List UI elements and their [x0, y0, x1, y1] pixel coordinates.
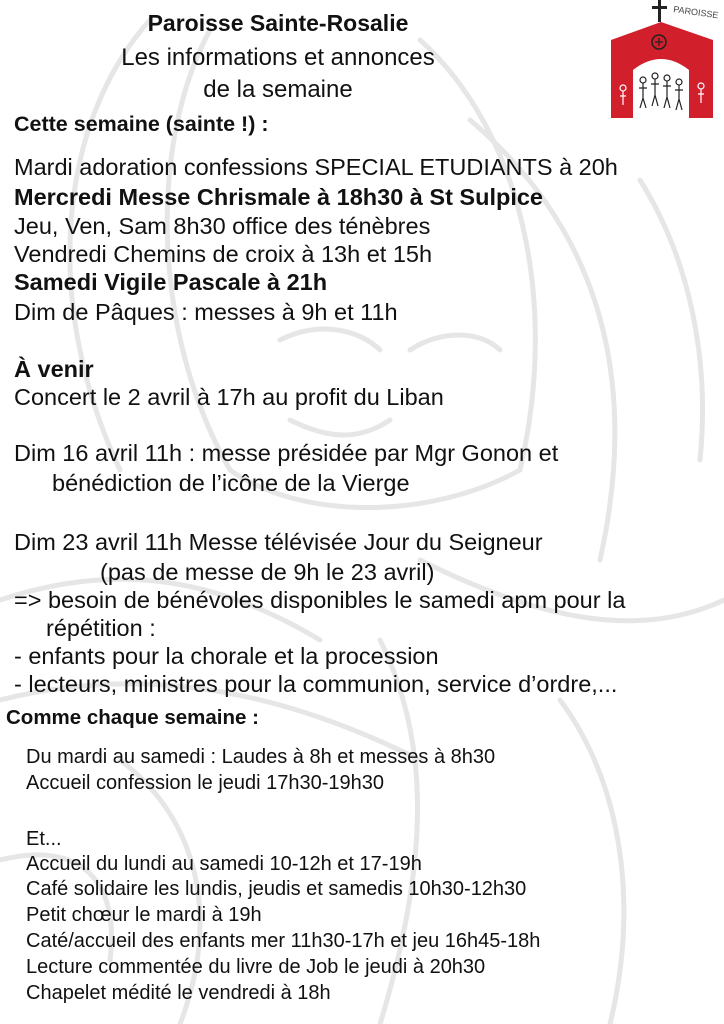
every-week-item: Café solidaire les lundis, jeudis et samedis 10h30-12h30	[26, 878, 527, 900]
this-week-item: Mercredi Messe Chrismale à 18h30 à St Sulpice	[14, 184, 544, 210]
page-subtitle-line2: de la semaine	[203, 76, 353, 103]
upcoming-item: - enfants pour la chorale et la procession	[14, 643, 439, 669]
every-week-heading: Comme chaque semaine :	[6, 706, 259, 729]
upcoming-item-continued: répétition :	[46, 615, 156, 641]
this-week-item: Dim de Pâques : messes à 9h et 11h	[14, 299, 398, 325]
every-week-item: Lecture commentée du livre de Job le jeudi à 20h30	[26, 956, 486, 978]
this-week-item: Jeu, Ven, Sam 8h30 office des ténèbres	[14, 213, 431, 239]
upcoming-item: - lecteurs, ministres pour la communion, service d’ordre,...	[14, 671, 618, 697]
upcoming-item: => besoin de bénévoles disponibles le samedi apm pour la	[14, 587, 626, 613]
every-week-item: Accueil confession le jeudi 17h30-19h30	[26, 772, 385, 794]
this-week-heading: Cette semaine (sainte !) :	[14, 112, 269, 136]
page-subtitle-line1: Les informations et annonces	[121, 44, 435, 71]
this-week-item: Mardi adoration confessions SPECIAL ETUDIANTS à 20h	[14, 154, 618, 180]
upcoming-item: Concert le 2 avril à 17h au profit du Liban	[14, 384, 444, 410]
every-week-item: Du mardi au samedi : Laudes à 8h et messes à 8h30	[26, 746, 496, 768]
upcoming-item-continued: bénédiction de l’icône de la Vierge	[52, 470, 410, 496]
this-week-item: Vendredi Chemins de croix à 13h et 15h	[14, 241, 433, 267]
every-week-item: Caté/accueil des enfants mer 11h30-17h et jeu 16h45-18h	[26, 930, 541, 952]
every-week-item: Petit chœur le mardi à 19h	[26, 904, 262, 926]
every-week-et: Et...	[26, 828, 62, 850]
page-title: Paroisse Sainte-Rosalie	[147, 10, 409, 36]
every-week-item: Accueil du lundi au samedi 10-12h et 17-19h	[26, 853, 422, 875]
logo-text: PAROISSE	[672, 4, 720, 21]
upcoming-heading: À venir	[14, 356, 94, 382]
upcoming-item-continued: (pas de messe de 9h le 23 avril)	[100, 559, 435, 585]
every-week-item: Chapelet médité le vendredi à 18h	[26, 982, 331, 1004]
upcoming-item: Dim 16 avril 11h : messe présidée par Mgr Gonon et	[14, 440, 559, 466]
upcoming-item: Dim 23 avril 11h Messe télévisée Jour du Seigneur	[14, 529, 543, 555]
this-week-item: Samedi Vigile Pascale à 21h	[14, 269, 328, 295]
